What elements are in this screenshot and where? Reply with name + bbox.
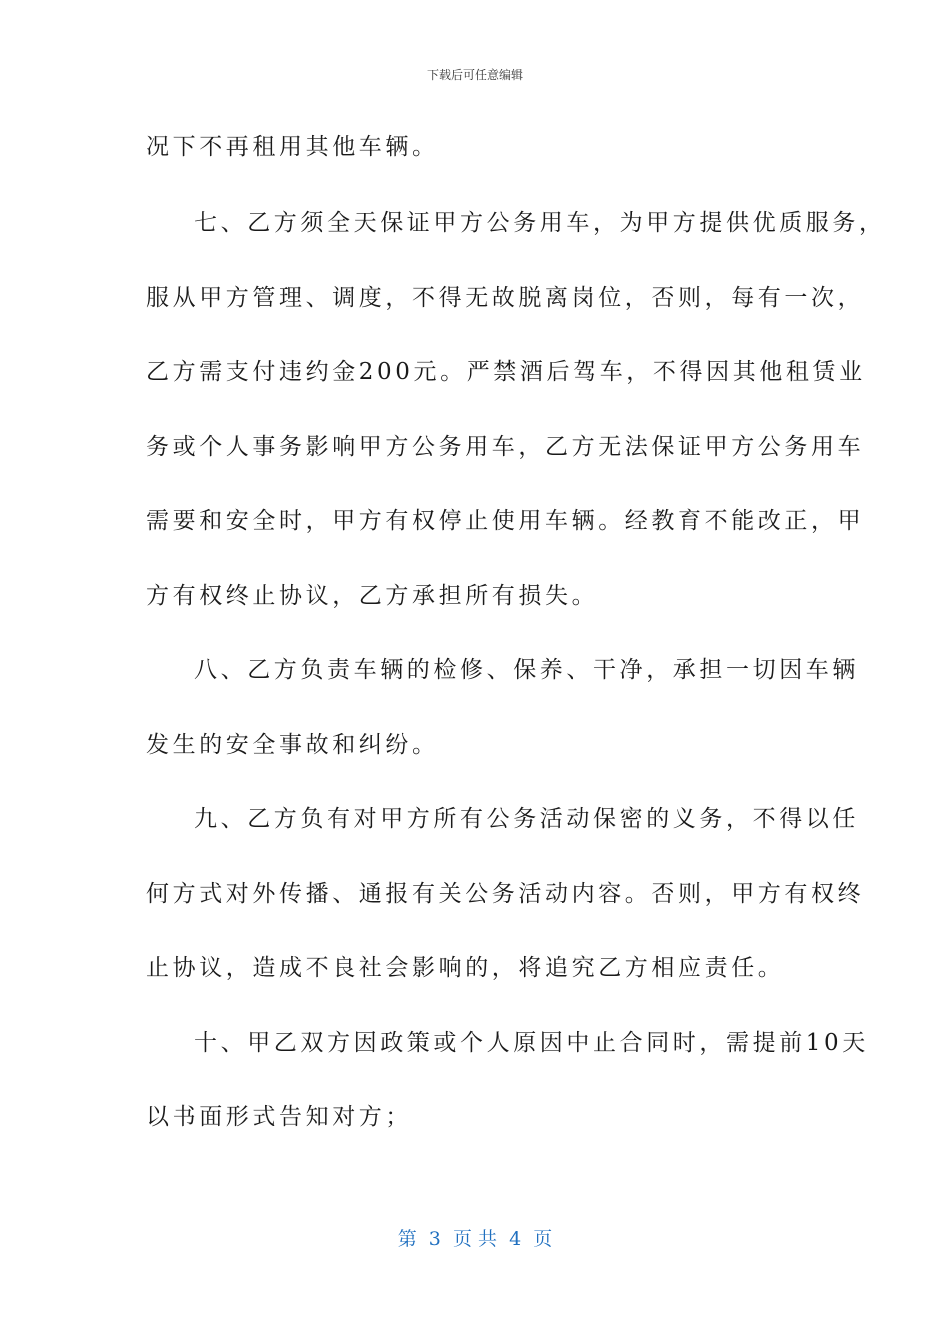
header-note: 下载后可任意编辑 (426, 68, 523, 82)
clause-eight-line: 八、乙方负责车辆的检修、保养、干净，承担一切因车辆 (194, 657, 859, 683)
page-number-footer: 第 3 页 共 4 页 (397, 1228, 553, 1250)
body-line: 何方式对外传播、通报有关公务活动内容。否则，甲方有权终 (146, 881, 865, 907)
body-line: 乙方需支付违约金200元。严禁酒后驾车，不得因其他租赁业 (146, 359, 866, 385)
body-line: 方有权终止协议，乙方承担所有损失。 (146, 583, 599, 609)
clause-nine-line: 九、乙方负有对甲方所有公务活动保密的义务，不得以任 (194, 806, 859, 832)
body-line: 以书面形式告知对方； (146, 1104, 412, 1130)
clause-ten-line: 十、甲乙双方因政策或个人原因中止合同时，需提前10天 (194, 1030, 869, 1056)
body-line: 发生的安全事故和纠纷。 (146, 732, 439, 758)
body-line: 务或个人事务影响甲方公务用车，乙方无法保证甲方公务用车 (146, 434, 865, 460)
body-line: 止协议，造成不良社会影响的，将追究乙方相应责任。 (146, 955, 785, 981)
clause-seven-line: 七、乙方须全天保证甲方公务用车，为甲方提供优质服务， (194, 210, 886, 236)
body-line: 服从甲方管理、调度，不得无故脱离岗位，否则，每有一次， (146, 285, 865, 311)
body-line: 需要和安全时，甲方有权停止使用车辆。经教育不能改正，甲 (146, 508, 865, 534)
body-line: 况下不再租用其他车辆。 (146, 134, 439, 160)
